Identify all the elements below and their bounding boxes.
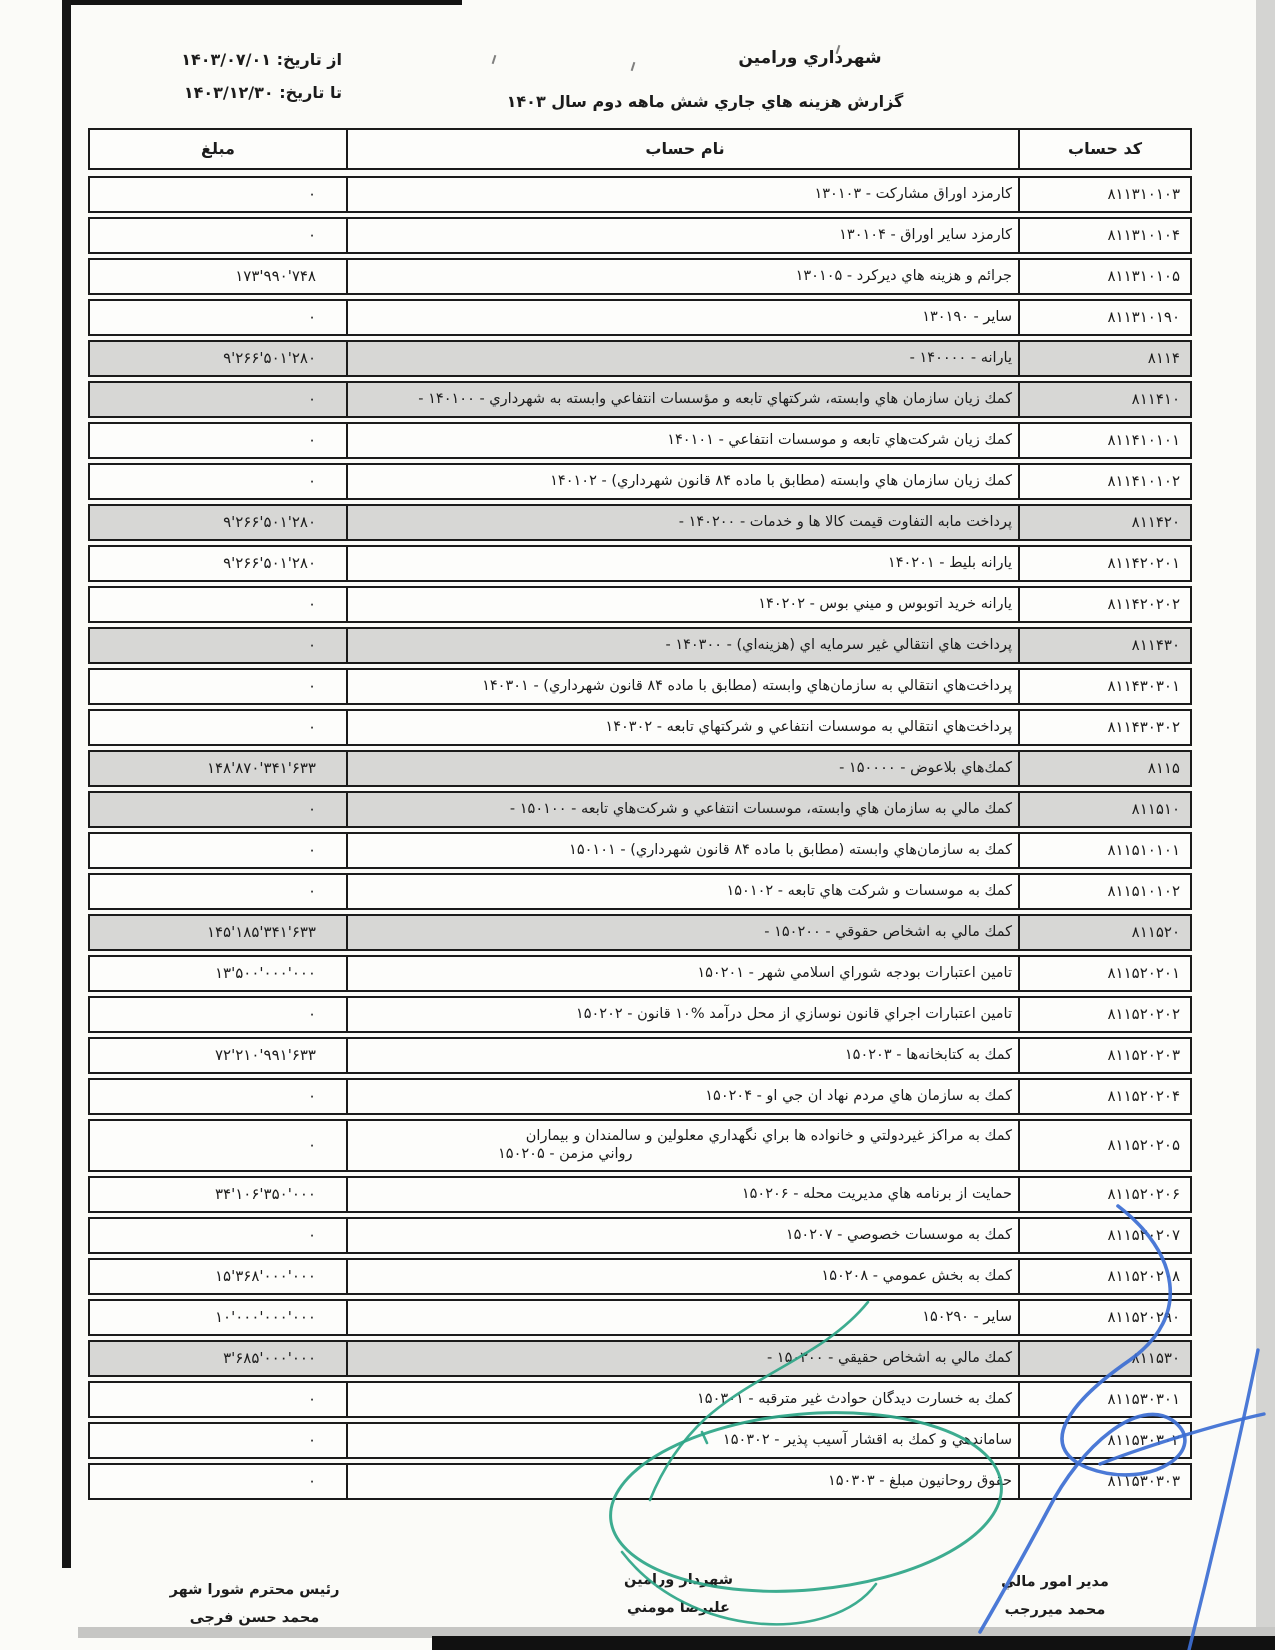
account-code-cell: ۸۱۱۴۳۰۳۰۲ xyxy=(1107,718,1180,737)
amount-cell: ۰ xyxy=(90,1121,348,1170)
signatory-role: شهردار ورامين xyxy=(624,1572,733,1588)
account-name-cell: پرداخت‌هاي انتقالي به موسسات انتفاعي و شركتهاي تابعه - ۱۴۰۳۰۲ xyxy=(348,711,1020,744)
account-code-cell: ۸۱۱۳۱۰۱۰۳ xyxy=(1107,185,1180,204)
account-code-cell: ۸۱۱۳۱۰۱۹۰ xyxy=(1107,308,1180,327)
amount-cell: ۰ xyxy=(90,1465,348,1498)
account-code-cell: ۸۱۱۵۲۰۲۹۰ xyxy=(1107,1308,1180,1327)
amount-cell: ۰ xyxy=(90,834,348,867)
account-code-cell: ۸۱۱۵۲۰۲۰۵ xyxy=(1107,1136,1180,1155)
table-row xyxy=(88,1078,1192,1115)
account-name-cell: كارمزد اوراق مشاركت - ۱۳۰۱۰۳ xyxy=(348,178,1020,211)
amount-cell: ۰ xyxy=(90,465,348,498)
account-name-cell: تامين اعتبارات اجراي قانون نوسازي از محل درآمد %۱۰ قانون - ۱۵۰۲۰۲ xyxy=(348,998,1020,1031)
table-row xyxy=(88,422,1192,459)
signatory-role: مدير امور مالي xyxy=(1001,1574,1109,1590)
account-code-cell: ۸۱۱۴۱۰۱۰۱ xyxy=(1107,431,1180,450)
table-row xyxy=(88,258,1192,295)
account-name-cell: كمك به مراكز غيردولتي و خانواده ها براي نگهداري معلولين و سالمندان و بيماران رواني مزمن - ۱۵۰۲۰۵ xyxy=(348,1121,1020,1170)
amount-cell: ۰ xyxy=(90,383,348,416)
account-name-cell: حقوق روحانيون مبلغ - ۱۵۰۳۰۳ xyxy=(348,1465,1020,1498)
account-code-cell: ۸۱۱۴۲۰۲۰۲ xyxy=(1107,595,1180,614)
account-code-cell: ۸۱۱۵۲۰۲۰۴ xyxy=(1107,1087,1180,1106)
amount-cell: ۰ xyxy=(90,1383,348,1416)
table-row xyxy=(88,709,1192,746)
account-name-cell: كمك به سازمان‌هاي وابسته (مطابق با ماده ۸۴ قانون شهرداري) - ۱۵۰۱۰۱ xyxy=(348,834,1020,867)
amount-cell: ۱۳'۵۰۰'۰۰۰'۰۰۰ xyxy=(90,957,348,990)
table-row xyxy=(88,873,1192,910)
account-code-cell: ۸۱۱۵۳۰۳۰۳ xyxy=(1107,1472,1180,1491)
scan-edge-bottom-black xyxy=(432,1636,1275,1650)
account-name-cell: كمك به خسارت ديدگان حوادث غير مترقبه - ۱۵۰۳۰۱ xyxy=(348,1383,1020,1416)
account-name-cell: كمك به موسسات و شركت هاي تابعه - ۱۵۰۱۰۲ xyxy=(348,875,1020,908)
account-name-cell: كمك مالي به اشخاص حقيقي - ۱۵۰۳۰۰ - xyxy=(348,1342,1020,1375)
table-row xyxy=(88,381,1192,418)
amount-cell: ۱۵'۳۶۸'۰۰۰'۰۰۰ xyxy=(90,1260,348,1293)
amount-cell: ۱۷۳'۹۹۰'۷۴۸ xyxy=(90,260,348,293)
account-code-cell: ۸۱۱۴۲۰۲۰۱ xyxy=(1107,554,1180,573)
amount-cell: ۰ xyxy=(90,629,348,662)
account-code-cell: ۸۱۱۵۱۰ xyxy=(1131,800,1180,819)
account-name-cell: كمك زيان سازمان هاي وابسته، شركتهاي تابعه و مؤسسات انتفاعي وابسته به شهرداري - ۱۴۰۱۰۰ - xyxy=(348,383,1020,416)
table-row xyxy=(88,832,1192,869)
account-code-cell: ۸۱۱۳۱۰۱۰۵ xyxy=(1107,267,1180,286)
amount-cell: ۰ xyxy=(90,424,348,457)
account-code-cell: ۸۱۱۴۱۰ xyxy=(1131,390,1180,409)
table-row xyxy=(88,1463,1192,1500)
account-code-cell: ۸۱۱۵۱۰۱۰۲ xyxy=(1107,882,1180,901)
table-row xyxy=(88,1119,1192,1172)
account-name-cell: جرائم و هزينه هاي ديركرد - ۱۳۰۱۰۵ xyxy=(348,260,1020,293)
expense-table xyxy=(88,128,1192,1504)
table-row xyxy=(88,1422,1192,1459)
account-name-cell: كمك به سازمان هاي مردم نهاد ان جي او - ۱۵۰۲۰۴ xyxy=(348,1080,1020,1113)
amount-cell: ۰ xyxy=(90,588,348,621)
table-row xyxy=(88,914,1192,951)
table-row xyxy=(88,217,1192,254)
amount-cell: ۰ xyxy=(90,670,348,703)
signatory-mayor xyxy=(606,1566,751,1622)
table-row xyxy=(88,1381,1192,1418)
amount-cell: ۰ xyxy=(90,301,348,334)
account-name-cell: پرداخت‌هاي انتقالي به سازمان‌هاي وابسته (مطابق با ماده ۸۴ قانون شهرداري) - ۱۴۰۳۰۱ xyxy=(348,670,1020,703)
from-date: از تاريخ: ۱۴۰۳/۰۷/۰۱ xyxy=(181,50,342,69)
scan-edge-left xyxy=(62,0,71,1568)
account-code-cell: ۸۱۱۴۲۰ xyxy=(1131,513,1180,532)
account-code-cell: ۸۱۱۵۲۰۲۰۱ xyxy=(1107,964,1180,983)
amount-cell: ۱۴۵'۱۸۵'۳۴۱'۶۳۳ xyxy=(90,916,348,949)
account-code-cell: ۸۱۱۳۱۰۱۰۴ xyxy=(1107,226,1180,245)
account-name-cell: ساير - ۱۵۰۲۹۰ xyxy=(348,1301,1020,1334)
account-code-cell: ۸۱۱۵۳۰ xyxy=(1131,1349,1180,1368)
amount-cell: ۰ xyxy=(90,998,348,1031)
table-row xyxy=(88,955,1192,992)
account-name-cell: پرداخت هاي انتقالي غير سرمايه اي (هزينه‌اي) - ۱۴۰۳۰۰ - xyxy=(348,629,1020,662)
account-name-cell: تامين اعتبارات بودجه شوراي اسلامي شهر - ۱۵۰۲۰۱ xyxy=(348,957,1020,990)
signatory-council-head xyxy=(162,1576,347,1632)
amount-cell: ۹'۲۶۶'۵۰۱'۲۸۰ xyxy=(90,547,348,580)
account-name-cell: كمك‌هاي بلاعوض - ۱۵۰۰۰۰ - xyxy=(348,752,1020,785)
amount-cell: ۹'۲۶۶'۵۰۱'۲۸۰ xyxy=(90,342,348,375)
amount-cell: ۳'۶۸۵'۰۰۰'۰۰۰ xyxy=(90,1342,348,1375)
table-row xyxy=(88,1176,1192,1213)
org-title: شهرداري ورامين xyxy=(738,48,882,68)
account-name-cell: كمك به بخش عمومي - ۱۵۰۲۰۸ xyxy=(348,1260,1020,1293)
account-name-cell: يارانه - ۱۴۰۰۰۰ - xyxy=(348,342,1020,375)
account-code-cell: ۸۱۱۵۲۰ xyxy=(1131,923,1180,942)
account-code-column-header: كد حساب xyxy=(1068,139,1143,159)
table-row xyxy=(88,668,1192,705)
account-code-cell: ۸۱۱۵ xyxy=(1147,759,1180,778)
account-code-cell: ۸۱۱۴۱۰۱۰۲ xyxy=(1107,472,1180,491)
table-row xyxy=(88,627,1192,664)
account-code-cell: ۸۱۱۵۲۰۲۰۳ xyxy=(1107,1046,1180,1065)
table-row xyxy=(88,1299,1192,1336)
table-row xyxy=(88,750,1192,787)
report-title: گزارش هزينه هاي جاري شش ماهه دوم سال ۱۴۰۳ xyxy=(506,92,904,111)
account-code-cell: ۸۱۱۴۳۰ xyxy=(1131,636,1180,655)
account-code-cell: ۸۱۱۵۲۰۲۰۶ xyxy=(1107,1185,1180,1204)
account-code-cell: ۸۱۱۵۲۰۲۰۷ xyxy=(1107,1226,1180,1245)
amount-cell: ۱۴۸'۸۷۰'۳۴۱'۶۳۳ xyxy=(90,752,348,785)
account-code-cell: ۸۱۱۵۱۰۱۰۱ xyxy=(1107,841,1180,860)
account-name-cell: كمك مالي به سازمان هاي وابسته، موسسات انتفاعي و شركت‌هاي تابعه - ۱۵۰۱۰۰ - xyxy=(348,793,1020,826)
account-name-cell: پرداخت مابه التفاوت قيمت كالا ها و خدمات - ۱۴۰۲۰۰ - xyxy=(348,506,1020,539)
amount-cell: ۰ xyxy=(90,1080,348,1113)
table-row xyxy=(88,586,1192,623)
table-row xyxy=(88,791,1192,828)
table-row xyxy=(88,1037,1192,1074)
account-name-cell: كارمزد ساير اوراق - ۱۳۰۱۰۴ xyxy=(348,219,1020,252)
signatory-role: رئيس محترم شورا شهر xyxy=(169,1582,340,1598)
amount-cell: ۰ xyxy=(90,793,348,826)
amount-cell: ۰ xyxy=(90,178,348,211)
amount-cell: ۰ xyxy=(90,711,348,744)
date-range xyxy=(100,50,342,116)
table-row xyxy=(88,340,1192,377)
table-row xyxy=(88,1217,1192,1254)
account-code-cell: ۸۱۱۵۳۰۳۰۱ xyxy=(1107,1390,1180,1409)
scan-edge-right xyxy=(1256,0,1275,1650)
account-name-cell: كمك مالي به اشخاص حقوقي - ۱۵۰۲۰۰ - xyxy=(348,916,1020,949)
account-name-cell: يارانه خريد اتوبوس و ميني بوس - ۱۴۰۲۰۲ xyxy=(348,588,1020,621)
table-row xyxy=(88,1340,1192,1377)
account-name-cell: كمك به موسسات خصوصي - ۱۵۰۲۰۷ xyxy=(348,1219,1020,1252)
table-row xyxy=(88,545,1192,582)
amount-cell: ۰ xyxy=(90,1219,348,1252)
scan-edge-top xyxy=(62,0,462,5)
table-header-row xyxy=(88,128,1192,170)
account-code-cell: ۸۱۱۵۳۰۳۰۲ xyxy=(1107,1431,1180,1450)
scan-speck xyxy=(492,55,497,64)
account-name-cell: يارانه بليط - ۱۴۰۲۰۱ xyxy=(348,547,1020,580)
amount-cell: ۳۴'۱۰۶'۳۵۰'۰۰۰ xyxy=(90,1178,348,1211)
account-name-cell: ساماندهي و كمك به اقشار آسيب پذير - ۱۵۰۳۰۲ xyxy=(348,1424,1020,1457)
account-code-cell: ۸۱۱۵۲۰۲۰۲ xyxy=(1107,1005,1180,1024)
signatory-name: محمد ميررجب xyxy=(1004,1602,1106,1618)
table-row xyxy=(88,463,1192,500)
signatory-finance-manager xyxy=(975,1568,1135,1624)
amount-cell: ۹'۲۶۶'۵۰۱'۲۸۰ xyxy=(90,506,348,539)
account-code-cell: ۸۱۱۴ xyxy=(1147,349,1180,368)
amount-cell: ۷۲'۲۱۰'۹۹۱'۶۳۳ xyxy=(90,1039,348,1072)
table-row xyxy=(88,504,1192,541)
account-name-cell: حمايت از برنامه هاي مديريت محله - ۱۵۰۲۰۶ xyxy=(348,1178,1020,1211)
account-name-cell: ساير - ۱۳۰۱۹۰ xyxy=(348,301,1020,334)
account-name-column-header: نام حساب xyxy=(348,130,1020,168)
amount-column-header: مبلغ xyxy=(90,130,348,168)
amount-cell: ۰ xyxy=(90,219,348,252)
table-row xyxy=(88,176,1192,213)
account-name-cell: كمك زيان سازمان هاي وابسته (مطابق با ماده ۸۴ قانون شهرداري) - ۱۴۰۱۰۲ xyxy=(348,465,1020,498)
table-row xyxy=(88,299,1192,336)
table-row xyxy=(88,996,1192,1033)
account-code-cell: ۸۱۱۴۳۰۳۰۱ xyxy=(1107,677,1180,696)
amount-cell: ۰ xyxy=(90,1424,348,1457)
account-code-cell: ۸۱۱۵۲۰۲۰۸ xyxy=(1107,1267,1180,1286)
account-name-cell: كمك زيان شركت‌هاي تابعه و موسسات انتفاعي - ۱۴۰۱۰۱ xyxy=(348,424,1020,457)
table-body xyxy=(88,176,1192,1500)
signatory-name: عليرضا مومني xyxy=(627,1600,730,1616)
signatory-name: محمد حسن فرجى xyxy=(189,1610,320,1626)
table-row xyxy=(88,1258,1192,1295)
to-date: تا تاريخ: ۱۴۰۳/۱۲/۳۰ xyxy=(183,83,342,102)
account-name-cell: كمك به كتابخانه‌ها - ۱۵۰۲۰۳ xyxy=(348,1039,1020,1072)
amount-cell: ۰ xyxy=(90,875,348,908)
amount-cell: ۱۰'۰۰۰'۰۰۰'۰۰۰ xyxy=(90,1301,348,1334)
